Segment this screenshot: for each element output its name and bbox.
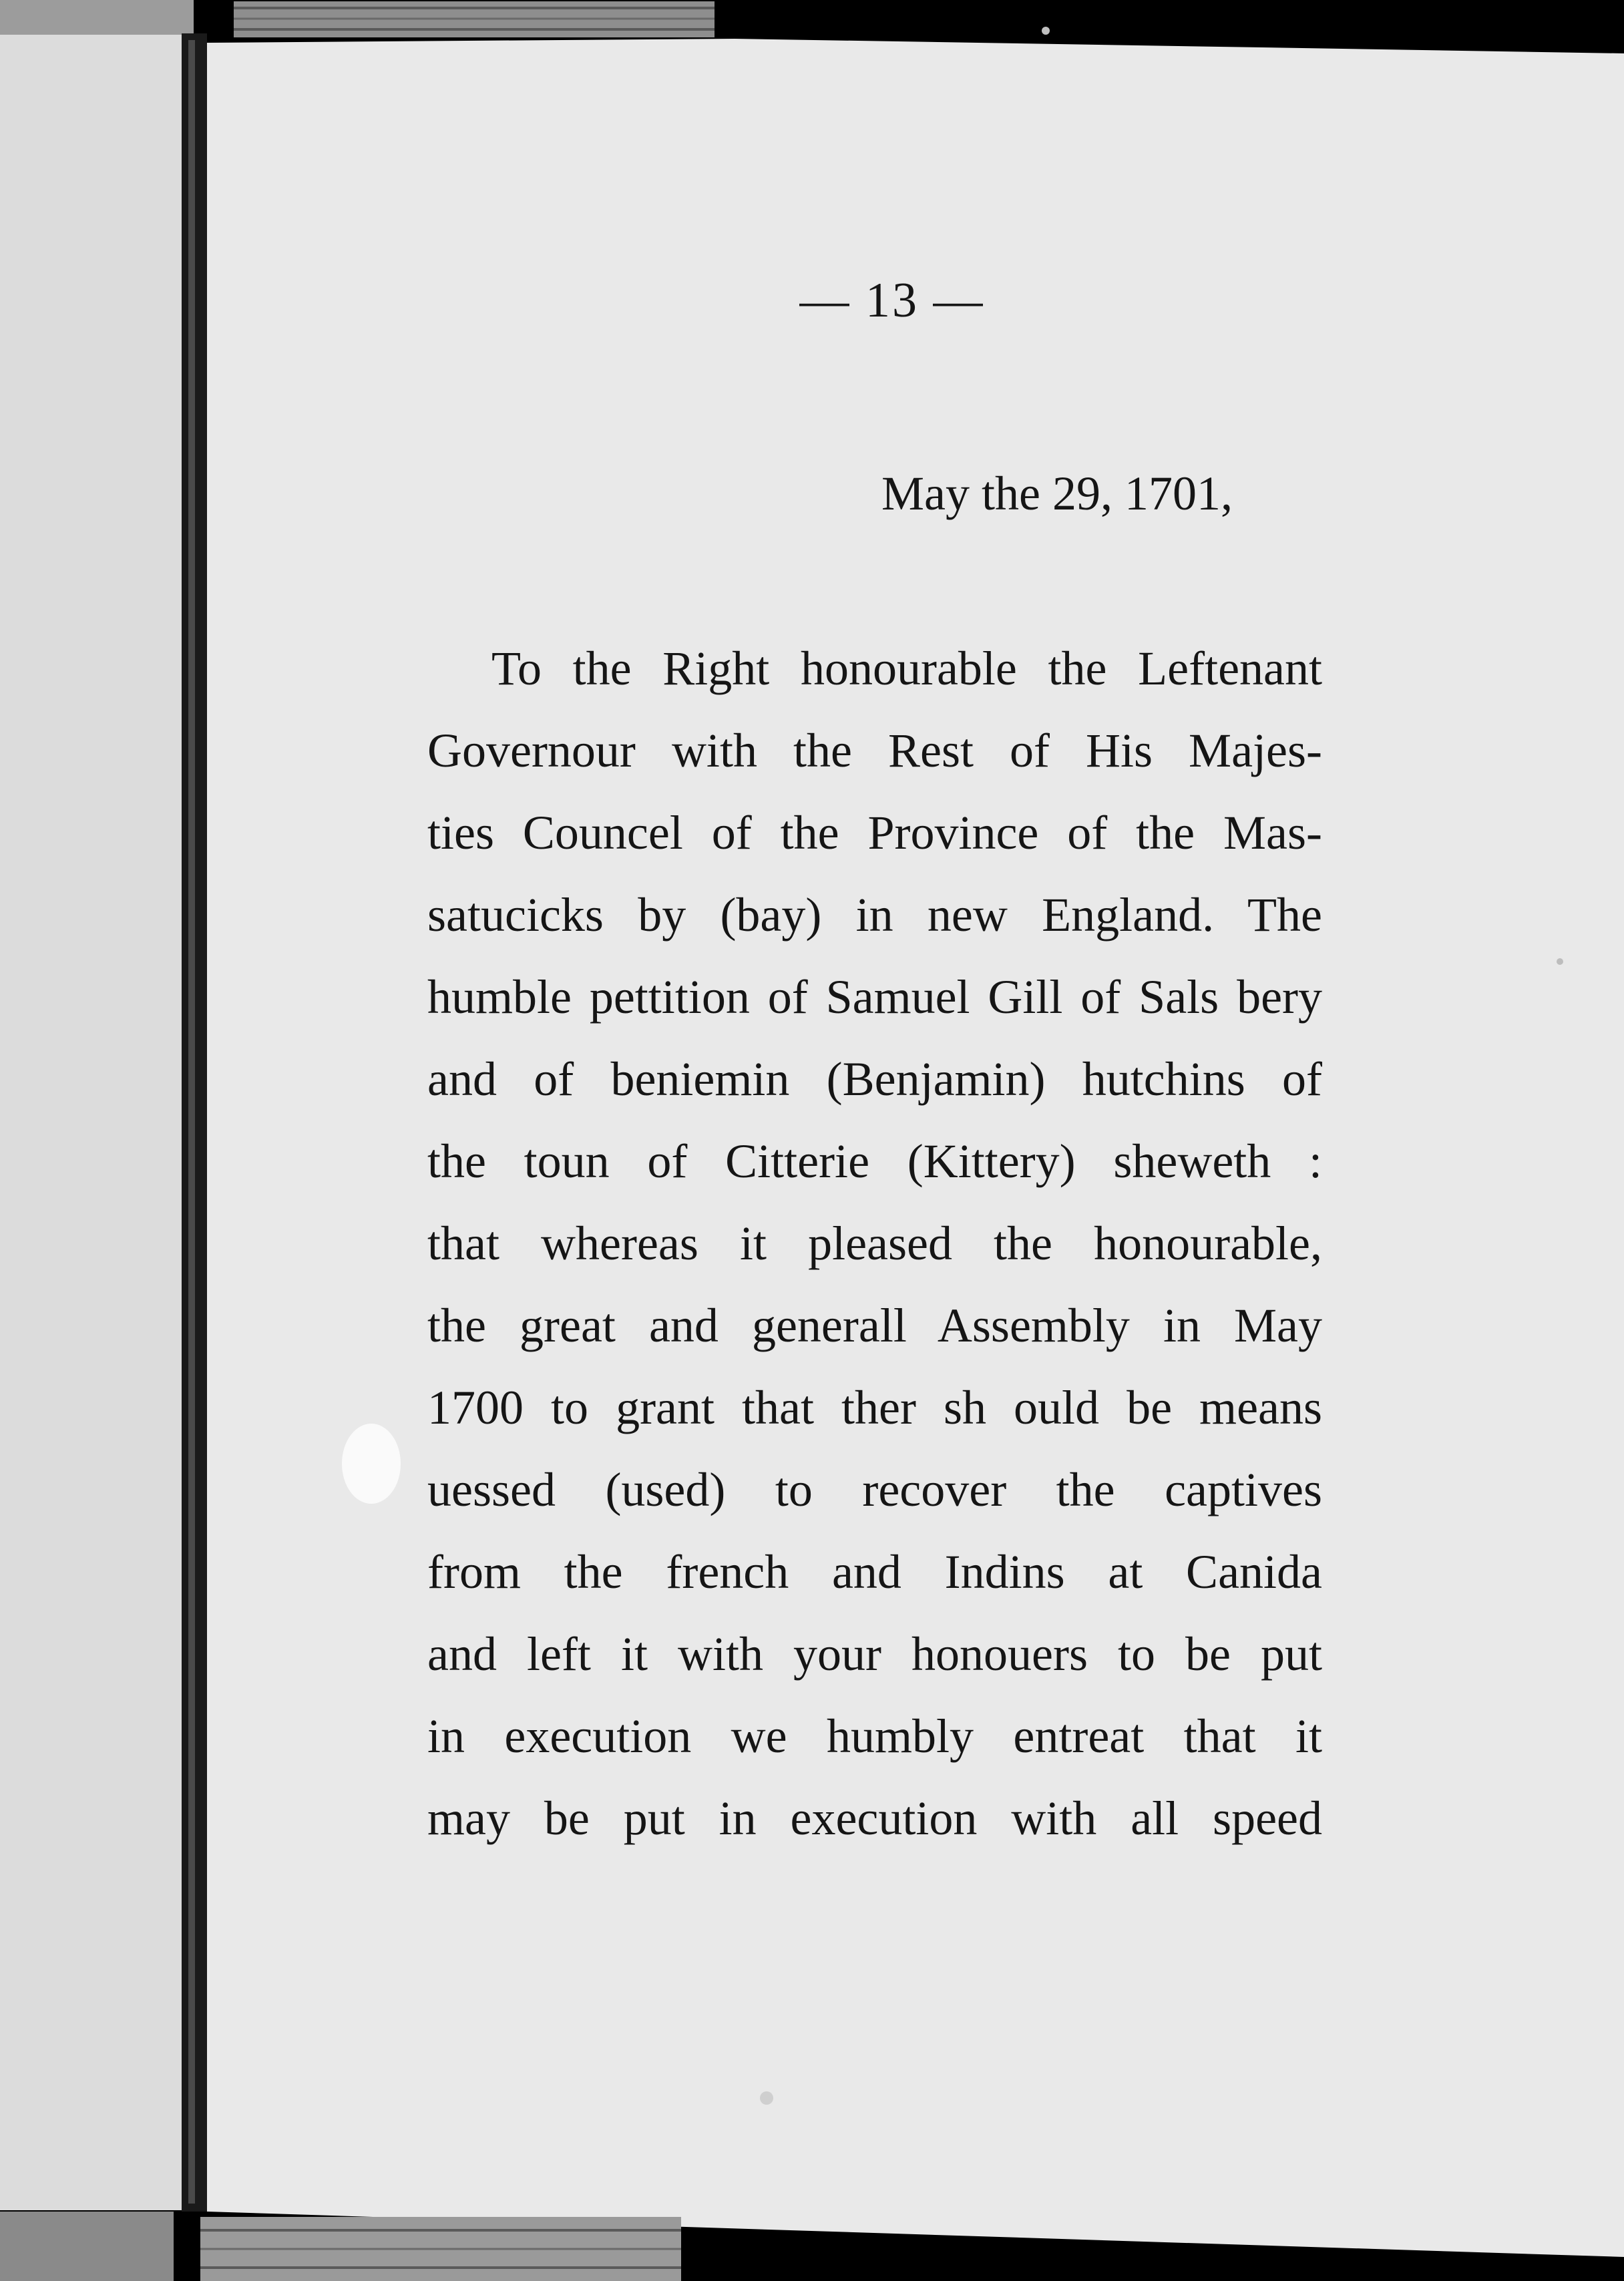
- text-line: the toun of Citterie (Kittery) sheweth :: [427, 1134, 1322, 1188]
- text-line: humble pettition of Samuel Gill of Sals bery: [427, 970, 1322, 1024]
- page-number: — 13 —: [799, 273, 985, 328]
- text-line: and of beniemin (Benjamin) hutchins of: [427, 1052, 1322, 1106]
- text-line: ties Councel of the Province of the Mas-: [427, 806, 1322, 859]
- text-line: Governour with the Rest of His Majes-: [427, 724, 1322, 777]
- text-line: the great and generall Assembly in May: [427, 1299, 1322, 1352]
- text-line: 1700 to grant that ther sh ould be means: [427, 1381, 1322, 1434]
- text-line: from the french and Indins at Canida: [427, 1545, 1322, 1599]
- text-line: To the Right honourable the Leftenant: [491, 642, 1322, 695]
- text-line: may be put in execution with all speed: [427, 1792, 1322, 1845]
- text-line: and left it with your honouers to be put: [427, 1627, 1322, 1681]
- text-line: in execution we humbly entreat that it: [427, 1709, 1322, 1763]
- date-line: May the 29, 1701,: [881, 467, 1233, 520]
- text-line: uessed (used) to recover the captives: [427, 1463, 1322, 1516]
- text-line: that whereas it pleased the honourable,: [427, 1217, 1322, 1270]
- text-line: satucicks by (bay) in new England. The: [427, 888, 1322, 942]
- petition-body: [427, 628, 1322, 1860]
